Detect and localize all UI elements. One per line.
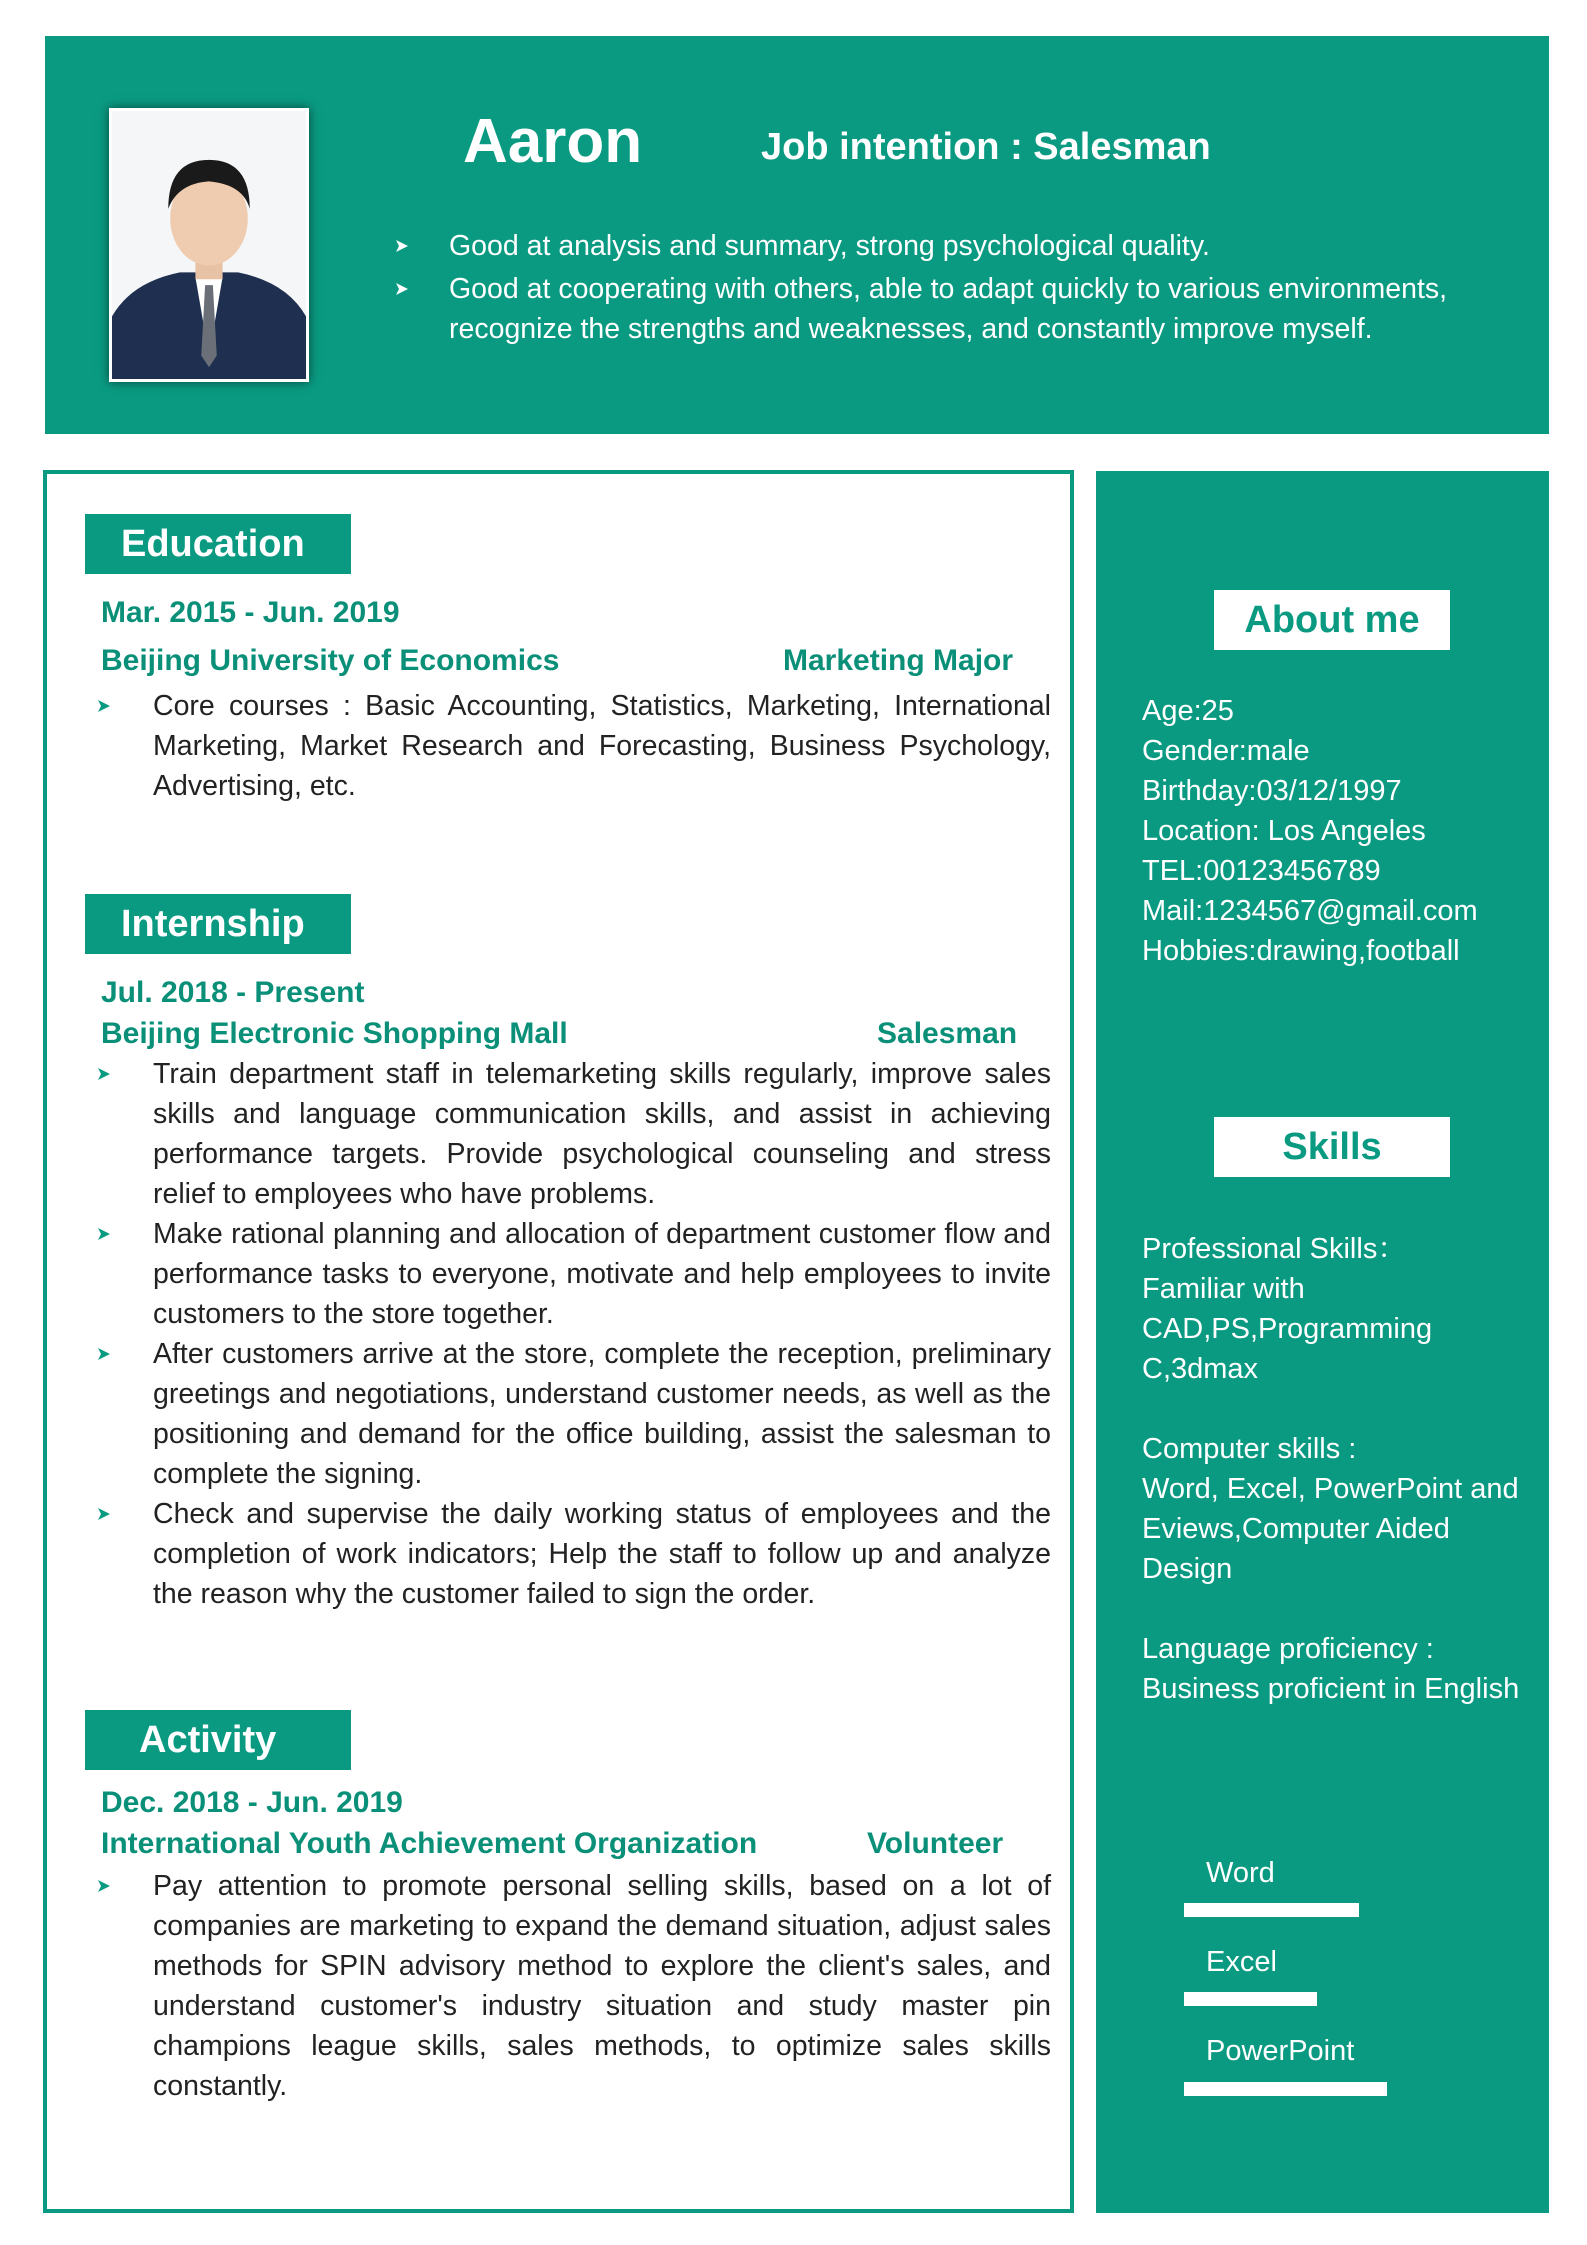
list-item: Good at cooperating with others, able to adapt quickly to various environments, recognize the strengths and weaknesses, and constantly improve myself. — [395, 269, 1525, 349]
skill-bar-word-track — [1184, 1903, 1434, 1917]
skills-line: Design — [1142, 1553, 1233, 1585]
list-item: Core courses : Basic Accounting, Statistics, Marketing, International Marketing, Market Research and Forecasting, Business Psychology, Advertising, etc. — [97, 686, 1051, 806]
internship-list — [97, 1054, 1051, 1614]
about-heading: About me — [1214, 590, 1450, 650]
skills-line: C,3dmax — [1142, 1353, 1259, 1385]
list-item: After customers arrive at the store, complete the reception, preliminary greetings and negotiations, understand customer needs, as well as the positioning and demand for the office building, assist the salesman to complete the signing. — [97, 1334, 1051, 1494]
list-item: Check and supervise the daily working status of employees and the completion of work indicators; Help the staff to follow up and analyze the reason why the customer failed to sign the order. — [97, 1494, 1051, 1614]
list-item: Pay attention to promote personal selling skills, based on a lot of companies are marketing to expand the demand situation, adjust sales methods for SPIN advisory method to explore the client's sales, and understand customer's industry situation and study master pin champions league skills, sales methods, to optimize sales skills constantly. — [97, 1866, 1051, 2106]
arrow-bullet-icon — [97, 1214, 153, 1334]
arrow-bullet-icon — [395, 226, 449, 269]
skill-bar-word — [1184, 1903, 1359, 1917]
header-banner — [45, 36, 1549, 434]
education-period: Mar. 2015 - Jun. 2019 — [101, 596, 400, 629]
skills-line: Eviews,Computer Aided — [1142, 1513, 1450, 1545]
list-item: Good at analysis and summary, strong psychological quality. — [395, 226, 1525, 269]
education-list — [97, 686, 1051, 806]
skill-bar-excel — [1184, 1992, 1317, 2006]
internship-period: Jul. 2018 - Present — [101, 976, 365, 1009]
about-list — [1142, 691, 1478, 971]
internship-role: Salesman — [877, 1017, 1018, 1050]
skill-bar-powerpoint-track — [1184, 2082, 1434, 2096]
education-heading: Education — [85, 514, 351, 574]
internship-heading: Internship — [85, 894, 351, 954]
skills-list — [1142, 1229, 1519, 1709]
language-value: Business proficient in English — [1142, 1673, 1520, 1705]
skill-label-excel: Excel — [1206, 1946, 1277, 1978]
education-major: Marketing Major — [783, 644, 1014, 677]
about-email: Mail:1234567@gmail.com — [1142, 895, 1478, 927]
header-summary-list — [395, 226, 1525, 349]
skills-line: CAD,PS,Programming — [1142, 1313, 1433, 1345]
computer-skills-label: Computer skills : — [1142, 1433, 1357, 1465]
activity-organization: International Youth Achievement Organization — [101, 1827, 758, 1860]
arrow-bullet-icon — [97, 1054, 153, 1214]
activity-list — [97, 1866, 1051, 2106]
list-item: Train department staff in telemarketing skills regularly, improve sales skills and language communication skills, and assist in achieving performance targets. Provide psychological counseling and stress relief to employees who have problems. — [97, 1054, 1051, 1214]
about-hobbies: Hobbies:drawing,football — [1142, 935, 1460, 967]
skills-line: Familiar with — [1142, 1273, 1305, 1305]
activity-heading: Activity — [85, 1710, 351, 1770]
skill-label-word: Word — [1206, 1857, 1275, 1889]
candidate-name: Aaron — [463, 107, 643, 176]
arrow-bullet-icon — [97, 1334, 153, 1494]
skill-label-powerpoint: PowerPoint — [1206, 2035, 1355, 2067]
language-label: Language proficiency : — [1142, 1633, 1434, 1665]
about-age: Age:25 — [1142, 695, 1234, 727]
arrow-bullet-icon — [97, 1866, 153, 2106]
about-phone: TEL:00123456789 — [1142, 855, 1381, 887]
list-item: Make rational planning and allocation of department customer flow and performance tasks to everyone, motivate and help employees to invite customers to the store together. — [97, 1214, 1051, 1334]
about-gender: Gender:male — [1142, 735, 1310, 767]
skill-bar-powerpoint — [1184, 2082, 1387, 2096]
main-column — [43, 470, 1074, 2213]
job-intention: Job intention : Salesman — [761, 126, 1211, 168]
arrow-bullet-icon — [97, 1494, 153, 1614]
profile-photo — [109, 108, 309, 382]
about-location: Location: Los Angeles — [1142, 815, 1426, 847]
professional-skills-label: Professional Skills： — [1142, 1233, 1407, 1265]
sidebar — [1096, 471, 1549, 2213]
about-birthday: Birthday:03/12/1997 — [1142, 775, 1402, 807]
arrow-bullet-icon — [395, 269, 449, 349]
skill-bar-excel-track — [1184, 1992, 1434, 2006]
activity-period: Dec. 2018 - Jun. 2019 — [101, 1786, 403, 1819]
activity-role: Volunteer — [867, 1827, 1004, 1860]
skills-heading: Skills — [1214, 1117, 1450, 1177]
skills-line: Word, Excel, PowerPoint and — [1142, 1473, 1519, 1505]
arrow-bullet-icon — [97, 686, 153, 806]
education-school: Beijing University of Economics — [101, 644, 560, 677]
internship-company: Beijing Electronic Shopping Mall — [101, 1017, 568, 1050]
